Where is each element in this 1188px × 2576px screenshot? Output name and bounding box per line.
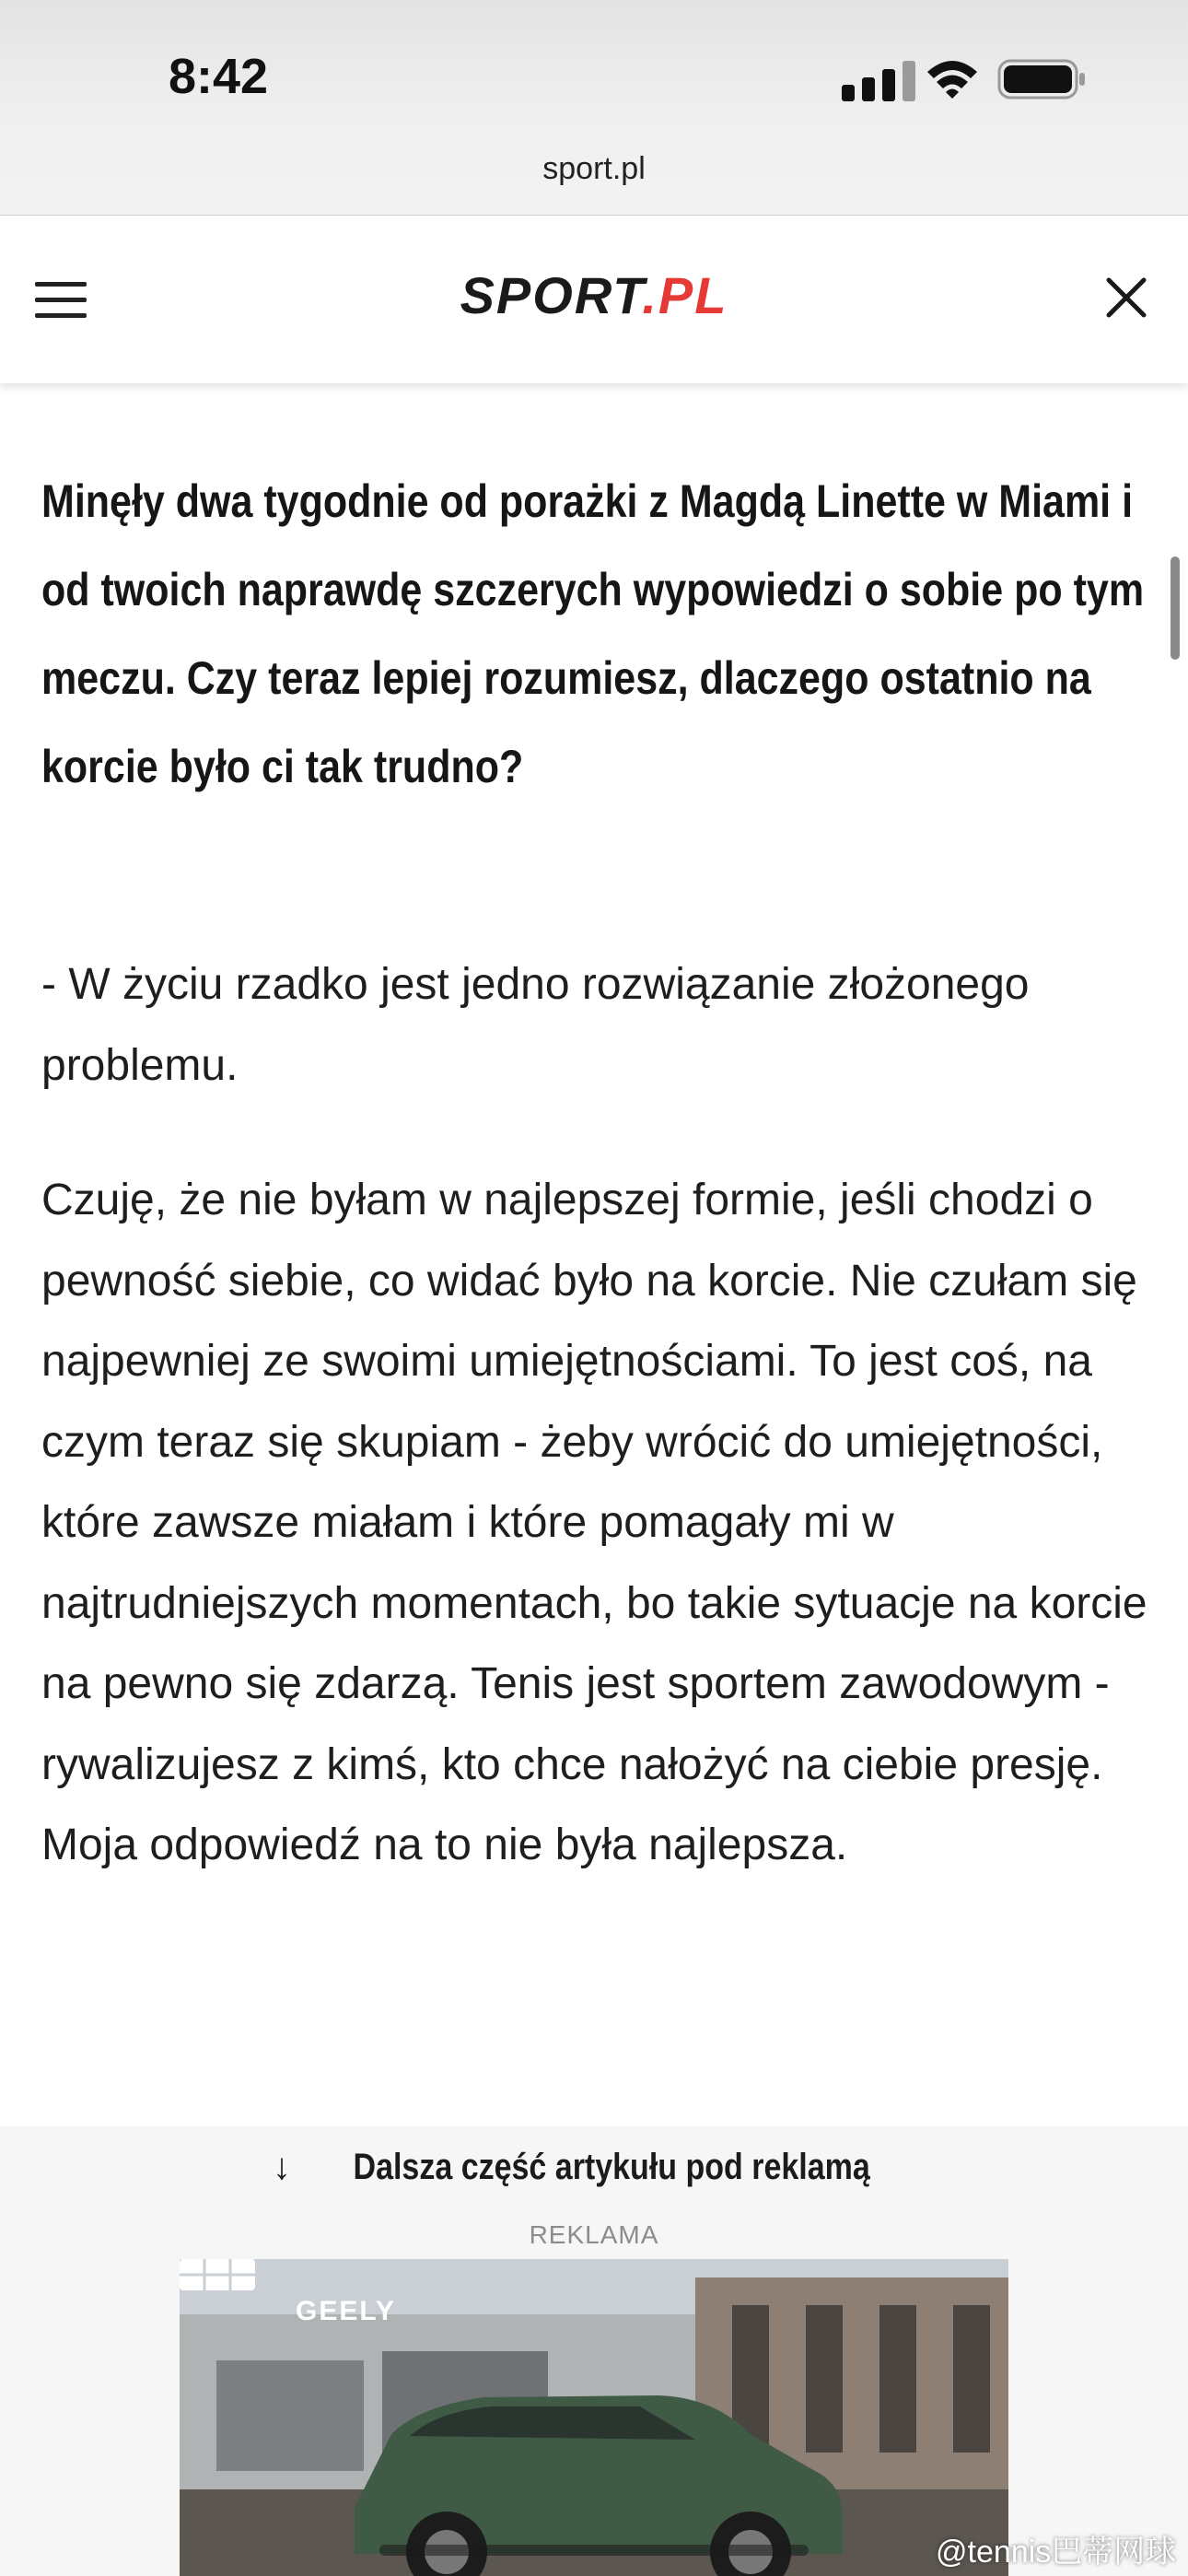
browser-top-bar (0, 0, 1188, 216)
home-indicator[interactable] (379, 2545, 809, 2556)
ad-brand-name: GEELY (296, 2296, 396, 2326)
continue-note-label: Dalsza część artykułu pod reklamą (353, 2147, 870, 2187)
logo-domain: .PL (642, 266, 728, 324)
ad-banner[interactable] (180, 2259, 1008, 2576)
arrow-down-icon: ↓ (272, 2147, 291, 2187)
brand-logo-icon (180, 2259, 255, 2290)
ad-label: REKLAMA (529, 2220, 659, 2249)
battery-icon (997, 59, 1086, 100)
site-logo[interactable] (0, 265, 1188, 325)
close-icon[interactable] (1103, 275, 1149, 321)
address-bar-url[interactable]: sport.pl (542, 151, 646, 186)
wifi-icon (924, 57, 981, 100)
status-time: 8:42 (169, 49, 269, 104)
answer-paragraph: Czuję, że nie byłam w najlepszej formie, jeśli chodzi o pewność siebie, co widać było na korcie. Nie czułam się najpewniej ze swoimi umiejętnościami. To jest coś, na czym teraz się skupiam - żeby wrócić do umiejętności, które zawsze miałam i które pomagały mi w najtrudniejszych momentach, bo takie sytuacje na korcie na pewno się zdarzą. Tenis jest sportem zawodowym - rywalizujesz z kimś, kto chce nałożyć na ciebie presję. Moja odpowiedź na to nie była najlepsza. (41, 1176, 1147, 1869)
interview-question: Minęły dwa tygodnie od porażki z Magdą Linette w Miami i od twoich naprawdę szczerych wypowiedzi o sobie po tym meczu. Czy teraz lepiej rozumiesz, dlaczego ostatnio na korcie było ci tak trudno? (41, 475, 1145, 792)
cellular-signal-icon (842, 61, 917, 101)
page-scrollbar[interactable] (1171, 556, 1180, 660)
weibo-watermark: @tennis巴蒂网球 (936, 2535, 1177, 2570)
continue-below-ad-note (0, 2147, 1188, 2188)
logo-text: SPORT (460, 266, 643, 324)
answer-paragraph: - W życiu rzadko jest jedno rozwiązanie złożonego problemu. (41, 960, 1030, 1090)
